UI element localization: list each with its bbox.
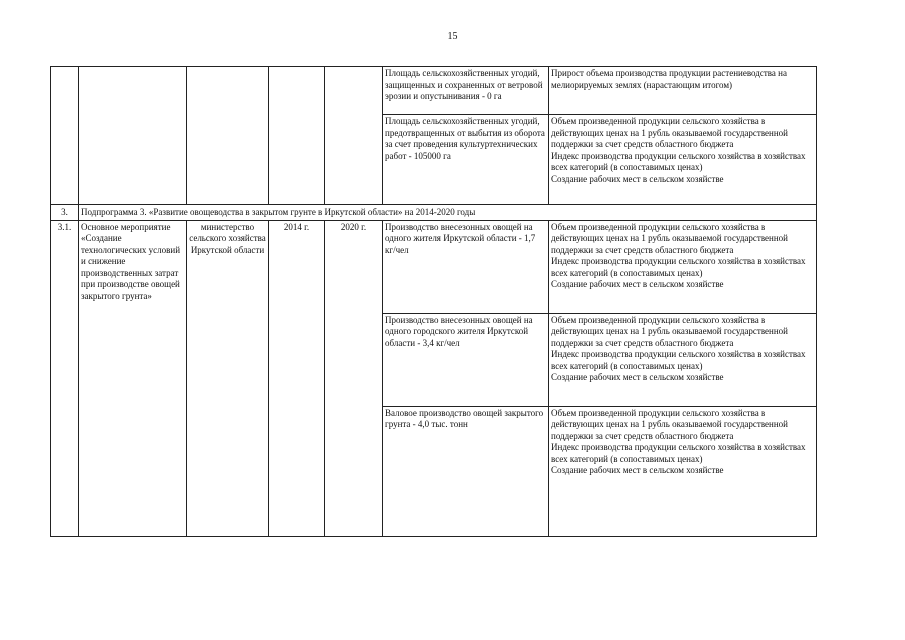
effect-line: Создание рабочих мест в сельском хозяйстве — [551, 465, 724, 475]
cell-number — [51, 115, 79, 205]
indicator-cell: Площадь сельскохозяйственных угодий, предотвращенных от выбытия из оборота за счет проведения культуртехнических работ - 105000 га — [383, 115, 549, 205]
cell-start — [269, 67, 325, 115]
effect-line: Объем произведенной продукции сельского хозяйства в действующих ценах на 1 рубль оказываемой государственной поддержки за счет средств областного бюджета — [551, 407, 788, 441]
effect-line: Индекс производства продукции сельского хозяйства в хозяйствах всех категорий (в сопоставимых ценах) — [551, 256, 806, 278]
effect-line: Индекс производства продукции сельского хозяйства в хозяйствах всех категорий (в сопоставимых ценах) — [551, 150, 806, 172]
cell-activity — [79, 67, 187, 115]
effect-line: Создание рабочих мест в сельском хозяйстве — [551, 173, 724, 184]
indicator-cell: Производство внесезонных овощей на одного городского жителя Иркутской области - 3,4 кг/чел — [383, 313, 549, 406]
table-row — [51, 220, 817, 313]
subprogram-title: Подпрограмма 3. «Развитие овощеводства в закрытом грунте в Иркутской области» на 2014-2020 годы — [79, 205, 817, 221]
indicator-cell: Валовое производство овощей закрытого грунта - 4,0 тыс. тонн — [383, 406, 549, 536]
effect-line: Объем произведенной продукции сельского хозяйства в действующих ценах на 1 рубль оказываемой государственной поддержки за счет средств областного бюджета — [551, 221, 788, 255]
effect-line: Объем произведенной продукции сельского хозяйства в действующих ценах на 1 рубль оказываемой государственной поддержки за счет средств областного бюджета — [551, 116, 788, 149]
cell-end — [325, 67, 383, 115]
table-row — [51, 67, 817, 115]
effect-line: Объем произведенной продукции сельского хозяйства в действующих ценах на 1 рубль оказываемой государственной поддержки за счет средств областного бюджета — [551, 314, 788, 348]
effects-cell — [549, 220, 817, 313]
effect-line: Прирост объема производства продукции растениеводства на мелиорируемых землях (нарастающим итогом) — [551, 68, 787, 90]
effect-line: Индекс производства продукции сельского хозяйства в хозяйствах всех категорий (в сопоставимых ценах) — [551, 442, 806, 464]
table-row — [51, 115, 817, 205]
effect-line: Создание рабочих мест в сельском хозяйстве — [551, 279, 724, 289]
effects-cell — [549, 406, 817, 536]
effects-cell — [549, 67, 817, 115]
cell-end — [325, 115, 383, 205]
activity-start-year: 2014 г. — [269, 220, 325, 536]
cell-executor — [187, 67, 269, 115]
indicator-cell: Производство внесезонных овощей на одного жителя Иркутской области - 1,7 кг/чел — [383, 220, 549, 313]
cell-activity — [79, 115, 187, 205]
cell-start — [269, 115, 325, 205]
effects-cell — [549, 115, 817, 205]
cell-number — [51, 67, 79, 115]
activity-number: 3.1. — [51, 220, 79, 536]
activity-name: Основное мероприятие «Создание технологических условий и снижение производственных затрат при производстве овощей закрытого грунта» — [79, 220, 187, 536]
subprogram-row — [51, 205, 817, 221]
effect-line: Индекс производства продукции сельского хозяйства в хозяйствах всех категорий (в сопоставимых ценах) — [551, 349, 806, 371]
indicator-cell: Площадь сельскохозяйственных угодий, защищенных и сохраненных от ветровой эрозии и опустынивания - 0 га — [383, 67, 549, 115]
effect-line: Создание рабочих мест в сельском хозяйстве — [551, 372, 724, 382]
subprogram-number: 3. — [51, 205, 79, 221]
cell-executor — [187, 115, 269, 205]
page-number: 15 — [447, 31, 458, 42]
program-table — [50, 66, 817, 537]
effects-cell — [549, 313, 817, 406]
activity-end-year: 2020 г. — [325, 220, 383, 536]
activity-executor: министерство сельского хозяйства Иркутской области — [187, 220, 269, 536]
